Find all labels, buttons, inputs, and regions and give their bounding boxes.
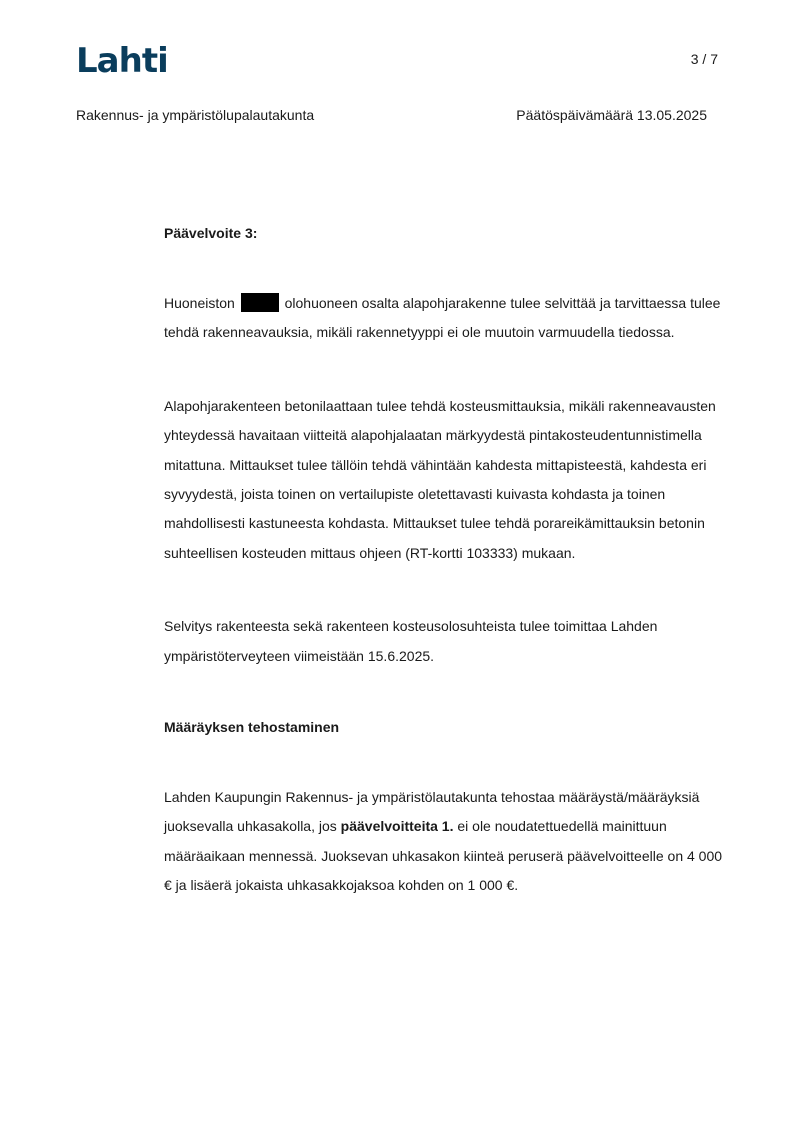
paragraph-apartment	[164, 289, 726, 348]
board-name: Rakennus- ja ympäristölupalautakunta	[76, 107, 315, 123]
paragraph-report-deadline: Selvitys rakenteesta sekä rakenteen kosteusolosuhteista tulee toimittaa Lahden ympäristöterveyteen viimeistään 15.6.2025.	[164, 618, 658, 664]
redaction-block	[241, 293, 279, 312]
document-body	[164, 222, 726, 901]
lahti-logo: Lahti	[76, 41, 168, 81]
paragraph-penalty-start: Lahden Kaupungin Rakennus- ja ympäristölautakunta tehostaa määräystä/määräyksiä juoksevalla uhkasakolla, jos	[164, 789, 700, 835]
decision-date: Päätöspäivämäärä 13.05.2025	[516, 107, 707, 123]
page-number: 3 / 7	[690, 51, 718, 67]
section-heading-enforcement: Määräyksen tehostaminen	[164, 719, 340, 736]
paragraph-penalty-rest: ei ole noudatettuedellä mainittuun määräaikaan mennessä. Juoksevan uhkasakon kiinteä peruserä päävelvoitteelle on 4 000 € ja lisäerä jokaista uhkasakkojaksoa kohden on 1 000 €.	[164, 818, 723, 894]
document-header	[76, 107, 707, 123]
paragraph-penalty-bold: päävelvoitteita 1.	[340, 818, 454, 835]
paragraph-penalty	[164, 783, 726, 901]
section-heading-obligation: Päävelvoite 3:	[164, 225, 258, 241]
paragraph-apartment-start: Huoneiston	[164, 295, 235, 311]
paragraph-moisture-measurements: Alapohjarakenteen betonilaattaan tulee tehdä kosteusmittauksia, mikäli rakenneavausten yhteydessä havaitaan viitteitä alapohjalaatan märkyydestä pintakosteudentunnistimella mitattuna. Mittaukset tulee tällöin tehdä vähintään kahdesta mittapisteestä, kahdesta eri syvyydestä, joista toinen on vertailupiste oletettavasti kuivasta kohdasta ja toinen mahdollisesti kastuneesta kohdasta. Mittaukset tulee tehdä porareikämittauksin betonin suhteellisen kosteuden mittaus ohjeen (RT-kortti 103333) mukaan.	[164, 397, 716, 561]
paragraph-apartment-rest: olohuoneen osalta alapohjarakenne tulee selvittää ja tarvittaessa tulee tehdä rakenneavauksia, mikäli rakennetyyppi ei ole muutoin varmuudella tiedossa.	[164, 295, 721, 341]
